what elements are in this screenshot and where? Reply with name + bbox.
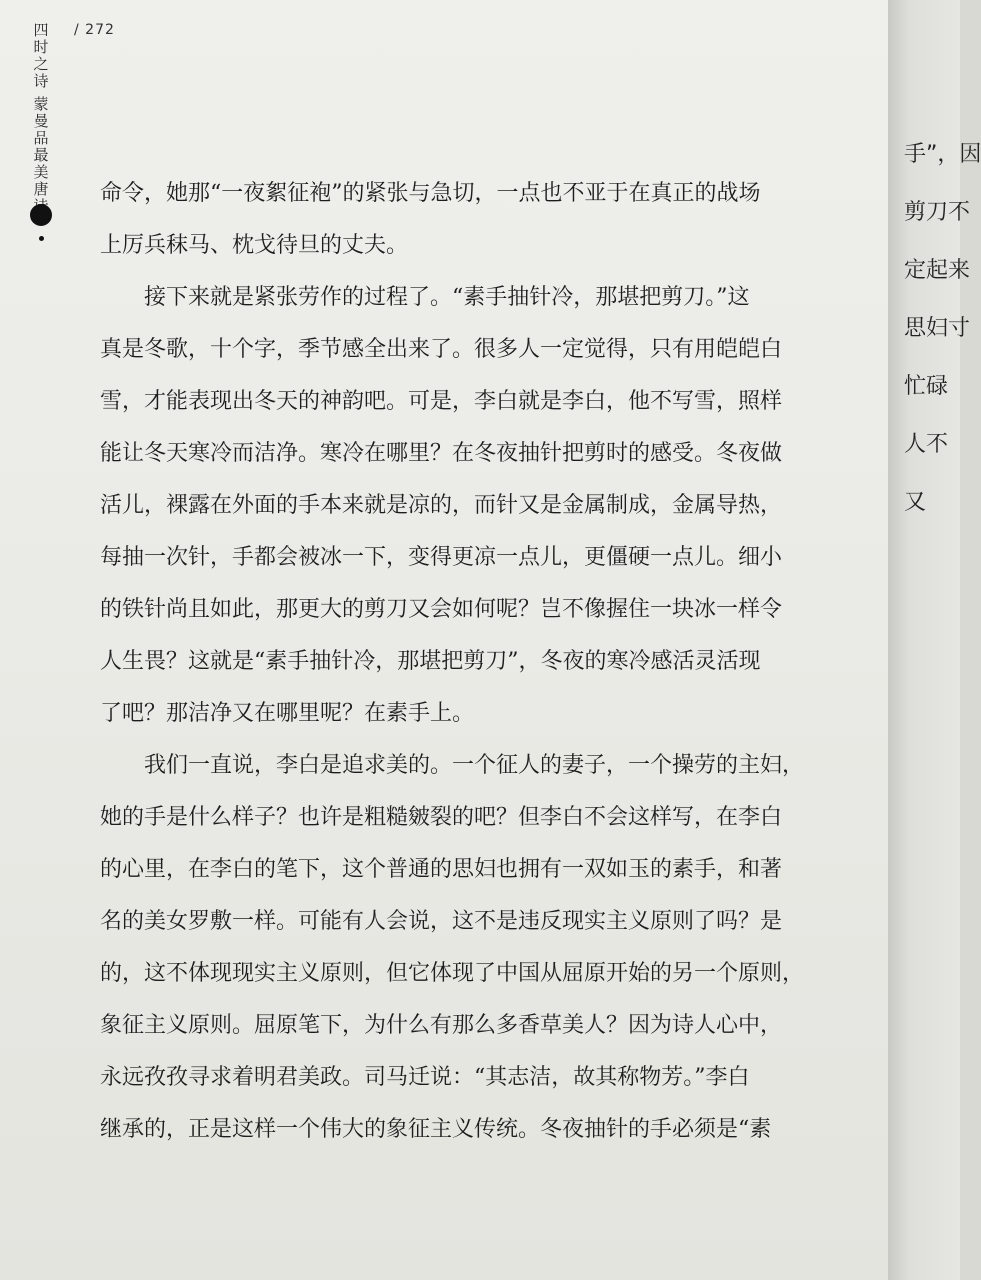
text-line: 人生畏？这就是“素手抽针冷，那堪把剪刀”，冬夜的寒冷感活灵活现 xyxy=(100,649,761,674)
text-line: 了吧？那洁净又在哪里呢？在素手上。 xyxy=(100,701,475,726)
header-dot-icon xyxy=(30,204,52,226)
text-line: 接下来就是紧张劳作的过程了。“素手抽针冷，那堪把剪刀。”这 xyxy=(100,285,750,310)
text-line: 活儿，裸露在外面的手本来就是凉的，而针又是金属制成，金属导热， xyxy=(100,493,783,518)
text-line: 每抽一次针，手都会被冰一下，变得更凉一点儿，更僵硬一点儿。细小 xyxy=(100,545,783,570)
right-page-edge xyxy=(888,0,981,1280)
text-line: 名的美女罗敷一样。可能有人会说，这不是违反现实主义原则了吗？是 xyxy=(100,909,783,934)
book-title-top: 四时之诗 xyxy=(33,21,49,90)
header-small-dot-icon xyxy=(39,236,44,241)
text-line: 她的手是什么样子？也许是粗糙皴裂的吧？但李白不会这样写，在李白 xyxy=(100,805,783,830)
next-page-line: 人不 xyxy=(904,432,949,457)
next-page-line: 思妇寸 xyxy=(904,316,971,341)
book-title-bottom: 蒙曼品最美唐 xyxy=(33,95,49,198)
next-page-text xyxy=(904,126,981,532)
next-page-line: 定起来 xyxy=(904,258,971,283)
text-line: 的，这不体现现实主义原则，但它体现了中国从屈原开始的另一个原则， xyxy=(100,961,805,986)
text-line: 雪，才能表现出冬天的神韵吧。可是，李白就是李白，他不写雪，照样 xyxy=(100,389,783,414)
text-line: 我们一直说，李白是追求美的。一个征人的妻子，一个操劳的主妇， xyxy=(100,753,805,778)
text-line: 上厉兵秣马、枕戈待旦的丈夫。 xyxy=(100,233,409,258)
next-page-line: 手”，因 xyxy=(904,142,981,167)
next-page-line: 忙碌 xyxy=(904,374,949,399)
page-number: / 272 xyxy=(74,22,115,38)
running-header-title xyxy=(30,22,52,215)
next-page-line: 又 xyxy=(904,490,927,515)
text-line: 的铁针尚且如此，那更大的剪刀又会如何呢？岂不像握住一块冰一样令 xyxy=(100,597,783,622)
body-text xyxy=(100,168,870,1156)
text-line: 的心里，在李白的笔下，这个普通的思妇也拥有一双如玉的素手，和著 xyxy=(100,857,783,882)
text-line: 真是冬歌，十个字，季节感全出来了。很多人一定觉得，只有用皑皑白 xyxy=(100,337,783,362)
text-line: 命令，她那“一夜絮征袍”的紧张与急切，一点也不亚于在真正的战场 xyxy=(100,181,761,206)
text-line: 永远孜孜寻求着明君美政。司马迁说：“其志洁，故其称物芳。”李白 xyxy=(100,1065,750,1090)
text-line: 能让冬天寒冷而洁净。寒冷在哪里？在冬夜抽针把剪时的感受。冬夜做 xyxy=(100,441,783,466)
text-line: 象征主义原则。屈原笔下，为什么有那么多香草美人？因为诗人心中， xyxy=(100,1013,783,1038)
next-page-line: 剪刀不 xyxy=(904,200,971,225)
text-line: 继承的，正是这样一个伟大的象征主义传统。冬夜抽针的手必须是“素 xyxy=(100,1117,772,1142)
